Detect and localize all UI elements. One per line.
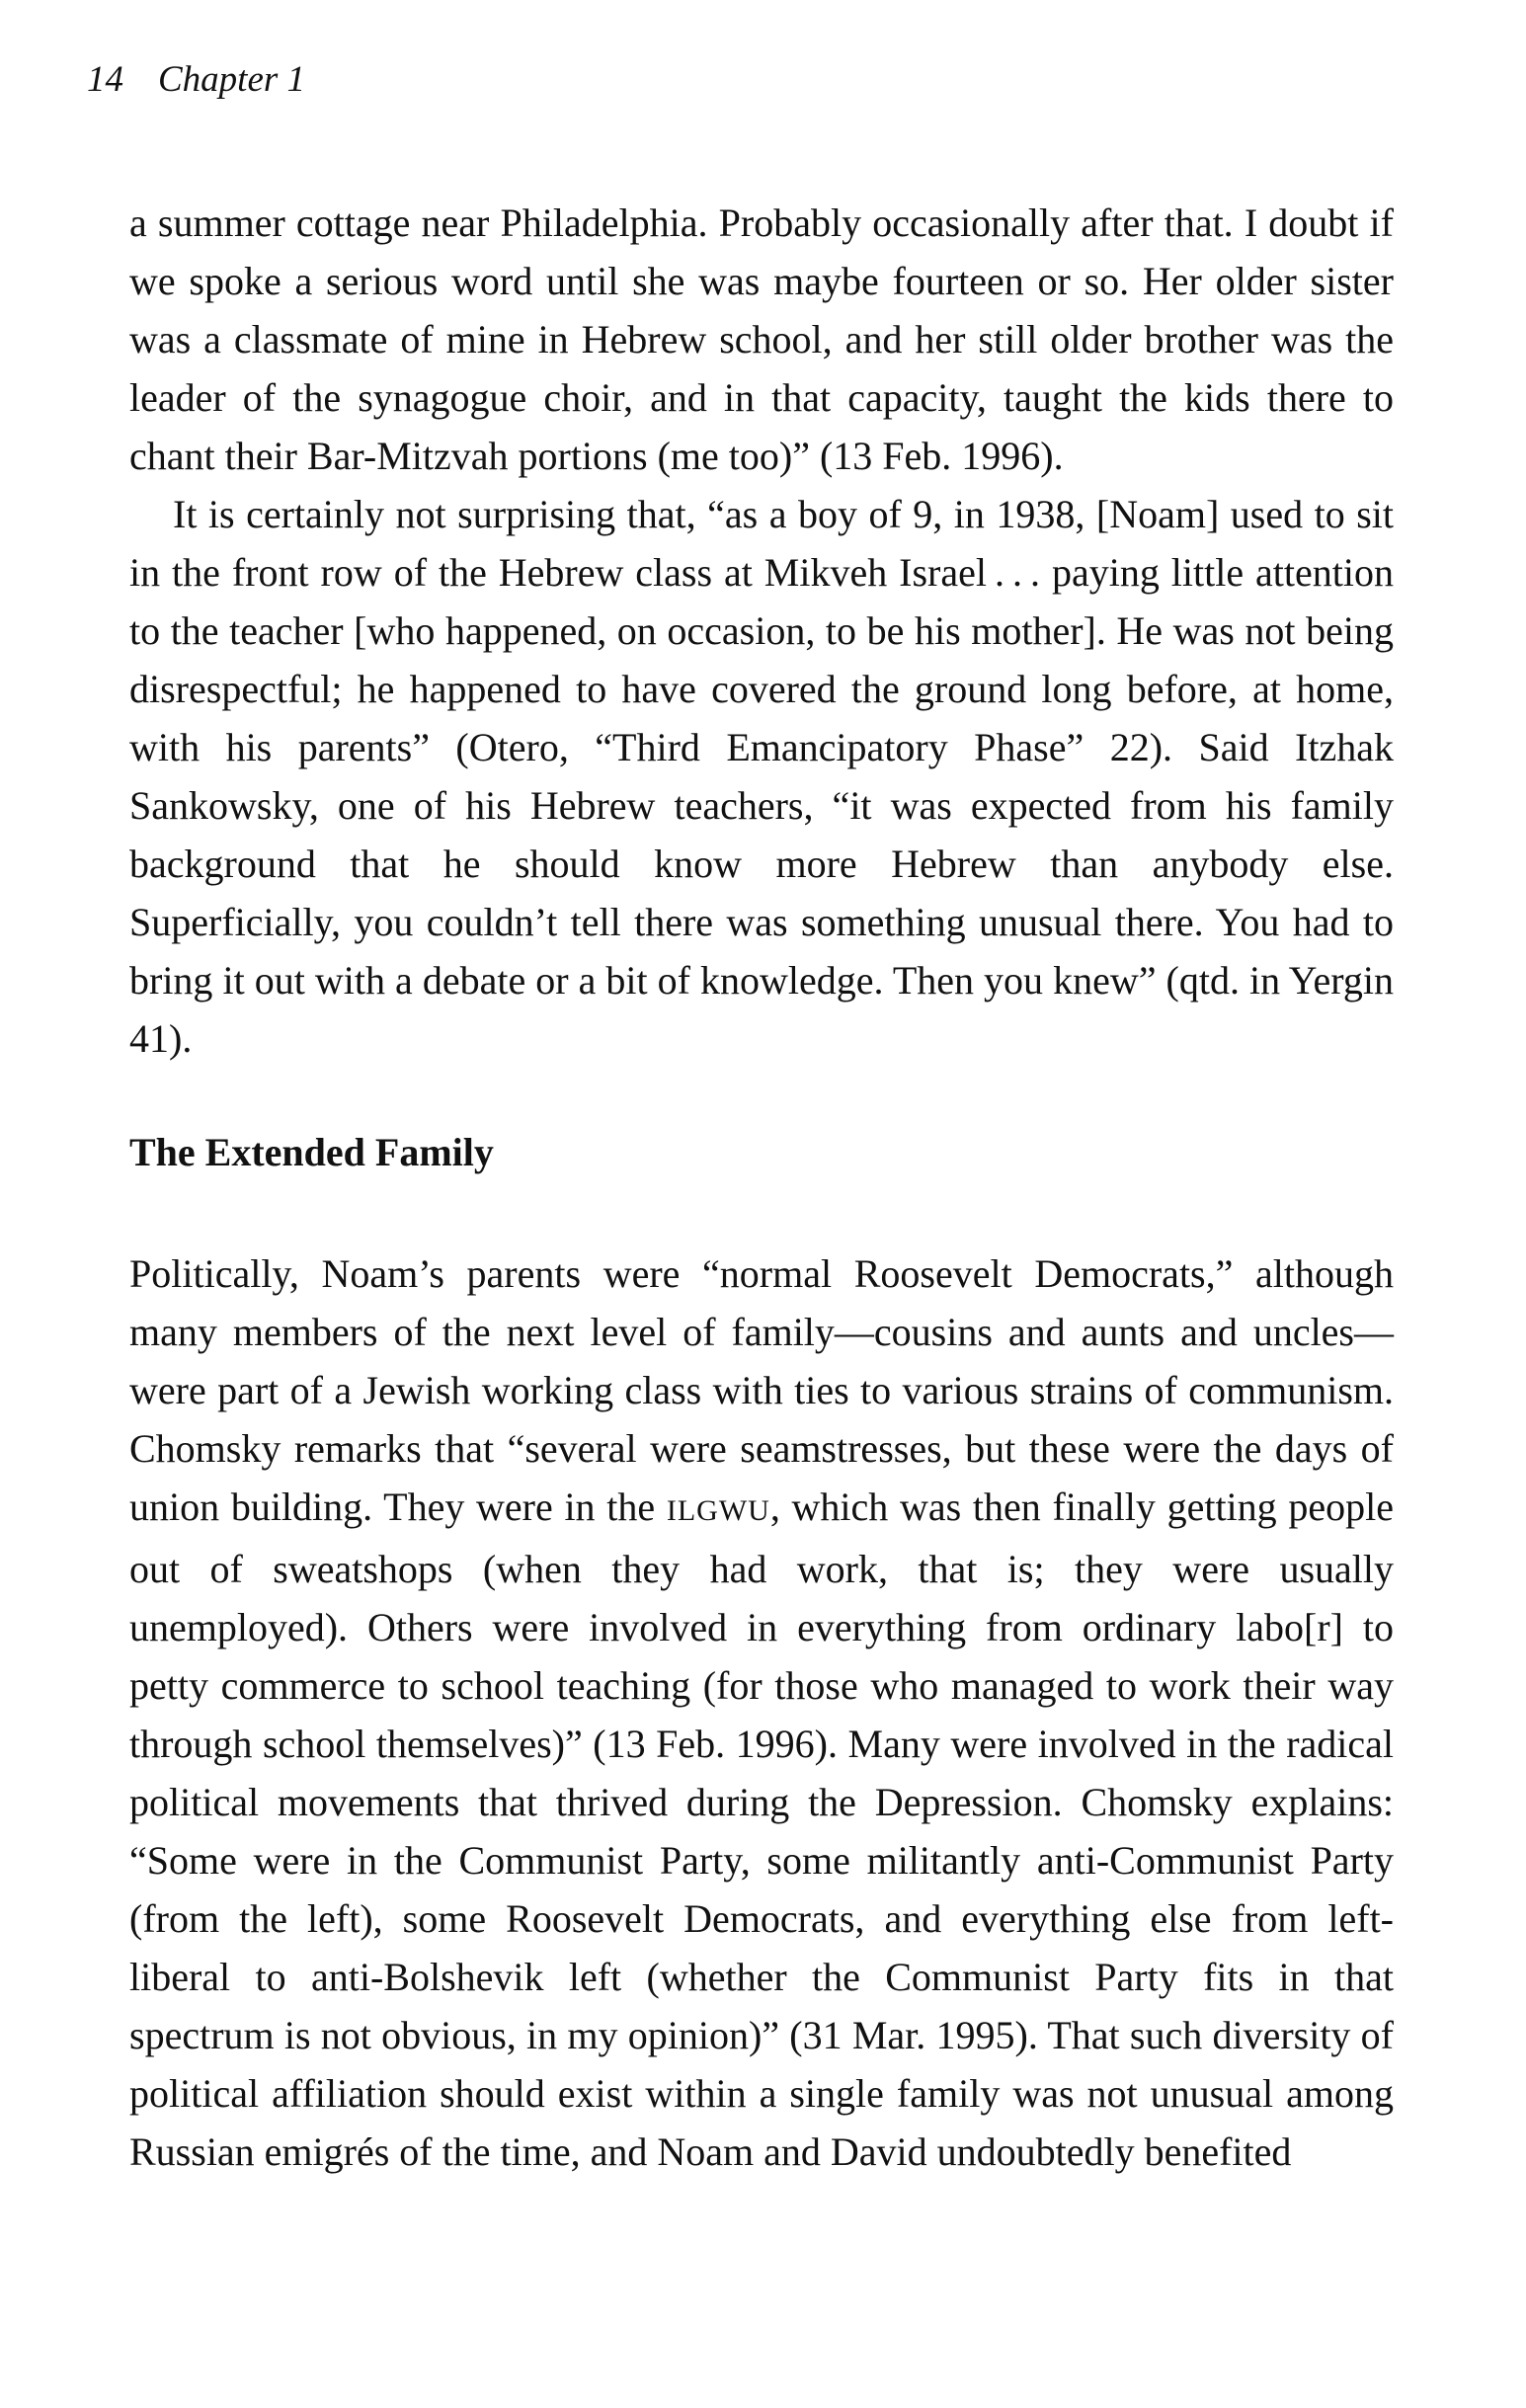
page-number: 14: [87, 59, 123, 100]
chapter-title: Chapter 1: [158, 59, 306, 100]
paragraph-hebrew-class: It is certainly not surprising that, “as a boy of 9, in 1938, [Noam] used to sit in the front row of the Hebrew class at Mikveh Israel . . . paying little attention to the teacher [who happened, on occasion, to be his mother]. He was not being disrespectful; he happened to have covered the ground long before, at home, with his parents” (Otero, “Third Emancipatory Phase” 22). Said Itzhak Sankowsky, one of his Hebrew teachers, “it was expected from his family background that he should know more Hebrew than anybody else. Superficially, you couldn’t tell there was something unusual there. You had to bring it out with a debate or a bit of knowledge. Then you knew” (qtd. in Yergin 41).: [129, 492, 1394, 1061]
paragraph-extended-family: [129, 1244, 1394, 2181]
paragraph-text-before-union: Politically, Noam’s parents were “normal Roosevelt Democrats,” although many members of the next level of family—cousins and aunts and uncles—were part of a Jewish working class with ties to various strains of communism. Chomsky remarks that “several were seamstresses, but these were the days of union building. They were in the: [129, 1251, 1394, 1529]
paragraph-text-after-union: , which was then finally getting people out of sweatshops (when they had work, that is; they were usually unemployed). Others were involved in everything from ordinary labo[r] to petty commerce to school teaching (for those who managed to work their way through school themselves)” (13 Feb. 1996). Many were involved in the radical political movements that thrived during the Depression. Chomsky explains: “Some were in the Communist Party, some militantly anti-Communist Party (from the left), some Roosevelt Democrats, and everything else from left-liberal to anti-Bolshevik left (whether the Communist Party fits in that spectrum is not obvious, in my opinion)” (31 Mar. 1995). That such diversity of political affiliation should exist within a single family was not unusual among Russian emigrés of the time, and Noam and David undoubtedly benefited: [129, 1485, 1394, 2174]
section-heading: The Extended Family: [129, 1130, 494, 1174]
paragraph-continued-quote: a summer cottage near Philadelphia. Probably occasionally after that. I doubt if we spoke a serious word until she was maybe fourteen or so. Her older sister was a classmate of mine in Hebrew school, and her still older brother was the leader of the synagogue choir, and in that capacity, taught the kids there to chant their Bar-Mitzvah portions (me too)” (13 Feb. 1996).: [129, 201, 1394, 478]
running-head: [87, 61, 305, 98]
union-abbreviation: ILGWU: [666, 1494, 770, 1527]
body-text: [129, 194, 1394, 2181]
